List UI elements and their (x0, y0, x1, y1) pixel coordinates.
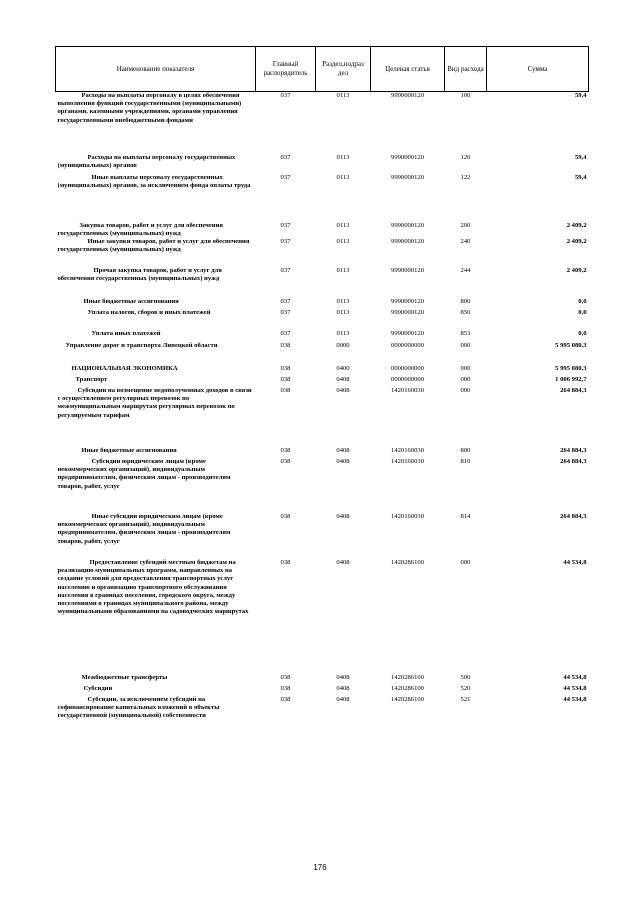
row-admin: 038 (280, 386, 291, 394)
header-item: Целевая статья (371, 47, 445, 92)
row-name: Иные субсидии юридическим лицам (кроме некоммерческих организаций), индивидуальным предпринимателям, физическим лицам - производителям товаров, работ, услуг (57, 512, 231, 545)
table-row (56, 92, 589, 154)
row-sum: 264 884,3 (560, 386, 587, 394)
row-name: Предоставление субсидий местным бюджетам на реализацию муниципальных программ, направленных на создание условий для предоставления транспортных услуг населению и организацию транспортного обслуживания населения в границах поселения, городского округа, между поселениями в границах муниципального района, между муниципальными образованиями на садоводческих маршрутах (57, 558, 249, 616)
row-type: 000 (460, 386, 471, 394)
row-item: 9990000120 (391, 329, 424, 337)
table-row (56, 202, 589, 238)
row-item: 9990000120 (391, 266, 424, 274)
row-sum: 2 409,2 (566, 221, 587, 229)
header-section: Раздел,подраз дел (316, 47, 371, 92)
row-item: 9990000120 (391, 237, 424, 245)
row-admin: 038 (280, 457, 291, 465)
row-type: 200 (460, 221, 471, 229)
row-section: 0408 (336, 512, 350, 520)
row-name: Управление дорог и транспорта Липецкой области (65, 341, 218, 349)
row-name: Уплата иных платежей (91, 329, 161, 337)
table-row (56, 447, 589, 458)
row-item: 9990000120 (391, 173, 424, 181)
row-admin: 037 (280, 308, 291, 316)
row-name: Закупка товаров, работ и услуг для обеспечения государственных (муниципальных) нужд (57, 221, 223, 237)
row-name: Иные бюджетные ассигнования (81, 446, 177, 454)
header-sum: Сумма (487, 47, 589, 92)
row-section: 0408 (336, 386, 350, 394)
row-name: Уплата налогов, сборов и иных платежей (87, 308, 211, 316)
row-type: 500 (460, 673, 471, 681)
row-admin: 037 (280, 237, 291, 245)
row-sum: 1 006 992,7 (555, 375, 587, 383)
row-type: 000 (460, 558, 471, 566)
table-row (56, 238, 589, 264)
row-section: 0408 (336, 457, 350, 465)
row-section: 0408 (336, 673, 350, 681)
row-item: 1420286100 (391, 558, 424, 566)
row-admin: 038 (280, 375, 291, 383)
table-row (56, 503, 589, 559)
row-item: 0000000000 (391, 364, 424, 372)
row-section: 0408 (336, 684, 350, 692)
row-name: Иные закупки товаров, работ и услуг для обеспечения государственных (муниципальных) нужд (57, 237, 250, 254)
row-type: 120 (460, 153, 471, 161)
row-type: 244 (460, 266, 471, 274)
row-name: Субсидии (83, 684, 113, 692)
row-type: 122 (460, 173, 471, 181)
row-item: 0000000000 (391, 375, 424, 383)
table-row (56, 342, 589, 365)
row-item: 9990000120 (391, 297, 424, 305)
row-name: Прочая закупка товаров, работ и услуг для обеспечения государственных (муниципальных) нужд (57, 266, 222, 283)
row-sum: 44 534,8 (563, 695, 587, 703)
header-admin: Главный распорядитель (256, 47, 316, 92)
row-admin: 038 (280, 364, 291, 372)
row-name: Транспорт (75, 375, 108, 383)
row-section: 0400 (336, 364, 350, 372)
row-section: 0113 (336, 153, 350, 161)
row-section: 0113 (336, 266, 350, 274)
row-admin: 038 (280, 695, 291, 703)
row-admin: 037 (280, 329, 291, 337)
row-section: 0113 (336, 329, 350, 337)
header-name: Наименование показателя (56, 47, 256, 92)
row-type: 520 (460, 684, 471, 692)
row-type: 000 (460, 364, 471, 372)
row-type: 850 (460, 308, 471, 316)
row-section: 0113 (336, 173, 350, 181)
row-name: Иные выплаты персоналу государственных (муниципальных) органов, за исключением фонда оплаты труда (57, 173, 251, 189)
row-admin: 038 (280, 446, 291, 454)
table-row (56, 154, 589, 174)
row-admin: 037 (280, 266, 291, 274)
table-row (56, 458, 589, 503)
row-section: 0408 (336, 558, 350, 566)
row-sum: 264 884,3 (560, 446, 587, 454)
row-sum: 59,4 (574, 173, 587, 181)
table-row (56, 376, 589, 387)
row-section: 0113 (336, 221, 350, 229)
row-type: 240 (460, 237, 471, 245)
row-sum: 2 409,2 (566, 266, 587, 274)
row-name: Расходы на выплаты персоналу в целях обеспечения выполнения функций государственными (муниципальными) органами, казенными учреждениями, органами управления государственными внебюджетными фондами (57, 92, 242, 124)
row-sum: 44 534,8 (563, 558, 587, 566)
row-section: 0113 (336, 297, 350, 305)
row-section: 0000 (336, 341, 350, 349)
table-row (56, 559, 589, 674)
row-admin: 037 (280, 297, 291, 305)
row-sum: 5 995 080,3 (555, 341, 587, 349)
row-admin: 038 (280, 512, 291, 520)
row-item: 1420160030 (391, 446, 424, 454)
row-item: 1420160030 (391, 512, 424, 520)
row-item: 1420160030 (391, 386, 424, 394)
row-section: 0113 (336, 92, 350, 99)
row-sum: 44 534,8 (563, 673, 587, 681)
row-admin: 038 (280, 341, 291, 349)
row-item: 0000000000 (391, 341, 424, 349)
row-item: 1420160030 (391, 457, 424, 465)
table-row (56, 696, 589, 736)
row-sum: 59,4 (574, 92, 587, 99)
page-number: 176 (313, 863, 327, 872)
row-type: 810 (460, 457, 471, 465)
row-name: Межбюджетные трансферты (81, 673, 168, 681)
table-row (56, 674, 589, 685)
row-sum: 264 884,3 (560, 457, 587, 465)
table-row (56, 330, 589, 342)
table-body (56, 92, 589, 736)
row-type: 521 (460, 695, 471, 703)
table-header (56, 47, 589, 92)
row-item: 1420286100 (391, 684, 424, 692)
row-name: Иные бюджетные ассигнования (83, 297, 179, 305)
table-row (56, 685, 589, 696)
row-name: Субсидии, за исключением субсидий на софинансирование капитальных вложений в объекты государственной (муниципальной) собственности (57, 695, 220, 720)
row-sum: 264 884,3 (560, 512, 587, 520)
row-admin: 037 (280, 221, 291, 229)
row-name: Субсидии юридическим лицам (кроме некоммерческих организаций), индивидуальным предпринимателям, физическим лицам - производителям товаров, работ, услуг (57, 457, 231, 490)
row-type: 800 (460, 297, 471, 305)
row-type: 814 (460, 512, 471, 520)
row-section: 0408 (336, 446, 350, 454)
row-section: 0113 (336, 308, 350, 316)
row-section: 0113 (336, 237, 350, 245)
row-sum: 0,0 (578, 308, 587, 316)
row-admin: 038 (280, 558, 291, 566)
row-name: Расходы на выплаты персоналу государственных (муниципальных) органов (57, 153, 236, 169)
row-sum: 0,0 (578, 329, 587, 337)
row-sum: 5 995 080,3 (555, 364, 587, 372)
row-type: 000 (460, 375, 471, 383)
row-type: 853 (460, 329, 471, 337)
row-type: 800 (460, 446, 471, 454)
row-admin: 037 (280, 92, 291, 99)
row-admin: 037 (280, 153, 291, 161)
row-sum: 44 534,8 (563, 684, 587, 692)
row-section: 0408 (336, 695, 350, 703)
row-item: 9990000120 (391, 308, 424, 316)
row-item: 9990000120 (391, 92, 424, 99)
table-row (56, 298, 589, 309)
table-row (56, 387, 589, 447)
row-sum: 2 409,2 (566, 237, 587, 245)
table-row (56, 264, 589, 298)
row-admin: 038 (280, 673, 291, 681)
row-item: 1420286100 (391, 673, 424, 681)
row-type: 000 (460, 341, 471, 349)
row-type: 100 (460, 92, 471, 99)
table-row (56, 174, 589, 202)
table-row (56, 309, 589, 330)
budget-table (55, 46, 589, 736)
row-item: 1420286100 (391, 695, 424, 703)
row-name: НАЦИОНАЛЬНАЯ ЭКОНОМИКА (71, 364, 178, 372)
row-admin: 038 (280, 684, 291, 692)
row-sum: 59,4 (574, 153, 587, 161)
row-section: 0408 (336, 375, 350, 383)
row-name: Субсидии на возмещение недополученных доходов в связи с осуществлением регулярных перевозок по межмуниципальным маршрутам регулярных перевозок по регулируемым тарифам (57, 386, 252, 419)
row-sum: 0,0 (578, 297, 587, 305)
header-type: Вид расхода (445, 47, 487, 92)
row-item: 9990000120 (391, 153, 424, 161)
row-item: 9990000120 (391, 221, 424, 229)
table-row (56, 365, 589, 376)
row-admin: 037 (280, 173, 291, 181)
